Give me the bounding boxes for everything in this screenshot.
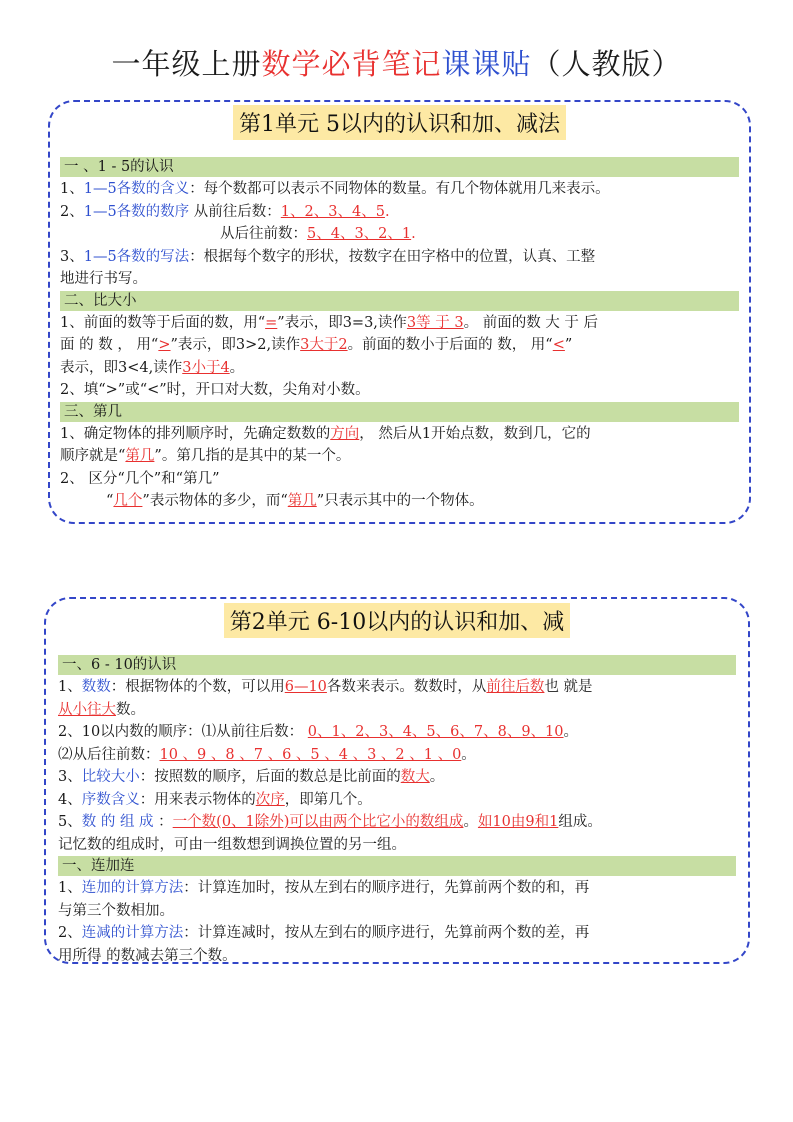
title-part-notes: 数学必背笔记 (261, 47, 442, 81)
title-part-edition: （人教版） (531, 47, 682, 81)
unit1-s1-line2: 2、1—5各数的数序 从前往后数：1、2、3、4、5. (60, 203, 390, 220)
unit2-heading: 第2单元 6-10以内的认识和加、减 (224, 603, 570, 638)
unit2-section2-title: 一、连加连 (58, 856, 736, 876)
unit1-section2-title: 二、比大小 (60, 291, 739, 311)
unit1-section1-title: 一 、1 - 5的认识 (60, 157, 739, 177)
unit2-s2-line4: 用所得 的数减去第三个数。 (58, 947, 237, 964)
unit1-s2-line1: 1、前面的数等于后面的数，用“=”表示，即3=3,读作3等 于 3。 前面的数 大 于 后 (60, 314, 599, 331)
unit2-s1-line7: 5、数 的 组 成 ：一个数(0、1除外)可以由两个比它小的数组成。如10由9和1组成。 (58, 814, 602, 830)
unit1-s3-line1: 1、确定物体的排列顺序时，先确定数数的方向， 然后从1开始点数，数到几，它的 (60, 425, 591, 442)
unit1-s1-line1: 1、1—5各数的含义：每个数都可以表示不同物体的数量。有几个物体就用几来表示。 (60, 181, 610, 197)
unit1-heading: 第1单元 5以内的认识和加、减法 (233, 105, 566, 140)
unit2-heading-wrap (46, 603, 748, 638)
unit1-s1-line3: 从后往前数：5、4、3、2、1. (220, 226, 416, 242)
unit1-s2-line2: 面 的 数 ， 用“>”表示，即3>2,读作3大于2。前面的数小于后面的 数， 用“<” (60, 337, 573, 353)
unit2-s1-line2: 从小往大数。 (58, 701, 145, 718)
unit1-s3-line2: 顺序就是“第几”。第几指的是其中的某一个。 (60, 448, 351, 464)
title-part-grade: 一年级上册 (111, 47, 262, 81)
unit1-section3-title: 三、第几 (60, 402, 739, 422)
unit1-s1-line4: 3、1—5各数的写法：根据每个数字的形状，按数字在田字格中的位置，认真、工整 (60, 248, 596, 265)
unit2-s1-line6: 4、序数含义：用来表示物体的次序，即第几个。 (58, 791, 372, 808)
unit2-card (44, 597, 750, 964)
unit2-s2-line3: 2、连减的计算方法：计算连减时，按从左到右的顺序进行，先算前两个数的差，再 (58, 925, 590, 941)
unit2-section1-title: 一、6 - 10的认识 (58, 655, 736, 675)
unit1-heading-wrap (50, 105, 749, 140)
unit2-s2-line1: 1、连加的计算方法：计算连加时，按从左到右的顺序进行，先算前两个数的和，再 (58, 880, 590, 896)
unit2-content (58, 655, 736, 967)
unit1-s3-line3: 2、 区分“几个”和“第几” (60, 470, 220, 487)
unit1-content (60, 157, 739, 513)
unit2-s2-line2: 与第三个数相加。 (58, 902, 174, 919)
unit1-s3-line4: “几个”表示物体的多少，而“第几”只表示其中的一个物体。 (106, 493, 484, 509)
title-part-series: 课课贴 (441, 47, 532, 81)
unit2-s1-line1: 1、数数：根据物体的个数，可以用6—10各数来表示。数数时，从前往后数也 就是 (58, 679, 593, 695)
unit1-s2-line4: 2、填“>”或“<”时，开口对大数，尖角对小数。 (60, 382, 370, 398)
unit1-card (48, 100, 751, 524)
unit2-s1-line4: ⑵从后往前数：10 、9 、8 、7 、6 、5 、4 、3 、2 、1 、0。 (58, 746, 476, 763)
unit2-s1-line5: 3、比较大小：按照数的顺序，后面的数总是比前面的数大。 (58, 769, 445, 785)
unit2-s1-line3: 2、10以内数的顺序：⑴从前往后数： 0、1、2、3、4、5、6、7、8、9、10。 (58, 724, 579, 740)
unit1-s2-line3: 表示，即3<4,读作3小于4。 (60, 359, 245, 376)
unit2-s1-line8: 记忆数的组成时，可由一组数想到调换位置的另一组。 (58, 836, 406, 853)
unit1-s1-line5: 地进行书写。 (60, 271, 147, 287)
page-title (0, 42, 793, 83)
